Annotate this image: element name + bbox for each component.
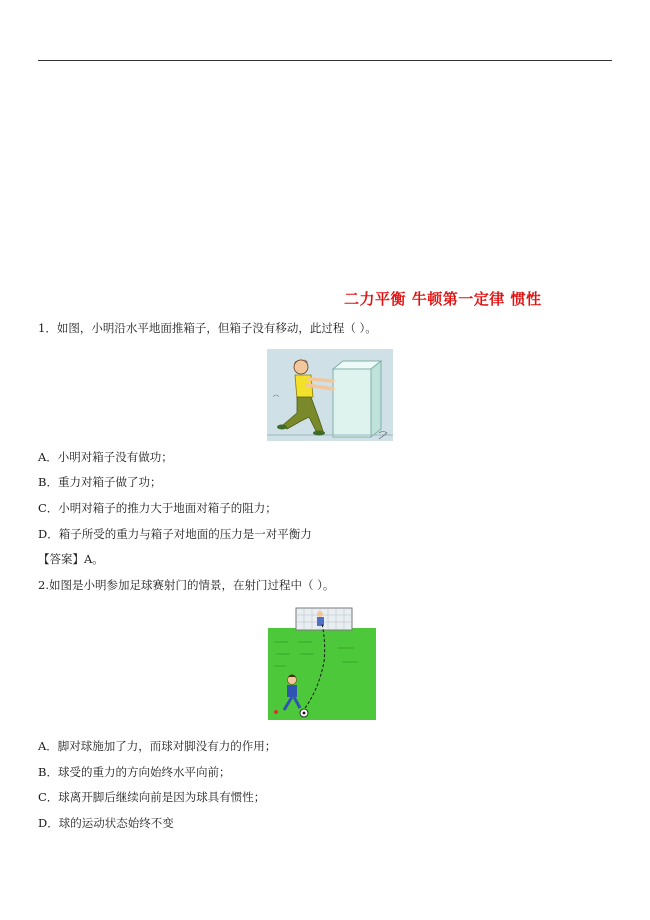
soccer-shot-illustration xyxy=(268,602,376,720)
question-2-option-d: D．球的运动状态始终不变 xyxy=(38,816,174,830)
question-1-option-b: B．重力对箱子做了功； xyxy=(38,475,162,489)
question-2-option-b: B．球受的重力的方向始终水平向前； xyxy=(38,765,231,779)
question-1-answer: 【答案】A。 xyxy=(38,552,104,566)
header-rule xyxy=(38,60,612,61)
boy-pushing-box-illustration xyxy=(267,349,393,441)
question-1-option-c: C．小明对箱子的推力大于地面对箱子的阻力； xyxy=(38,501,277,515)
question-1-stem: 1．如图，小明沿水平地面推箱子，但箱子没有移动，此过程（ ）。 xyxy=(38,321,377,335)
question-2-option-a: A．脚对球施加了力，而球对脚没有力的作用； xyxy=(38,739,277,753)
question-2-option-c: C．球离开脚后继续向前是因为球具有惯性； xyxy=(38,790,266,804)
question-2-stem: 2.如图是小明参加足球赛射门的情景，在射门过程中（ ）。 xyxy=(38,578,335,592)
page-title: 二力平衡 牛顿第一定律 惯性 xyxy=(344,290,542,308)
question-1-option-a: A．小明对箱子没有做功； xyxy=(38,450,173,464)
question-1-option-d: D．箱子所受的重力与箱子对地面的压力是一对平衡力 xyxy=(38,527,312,541)
